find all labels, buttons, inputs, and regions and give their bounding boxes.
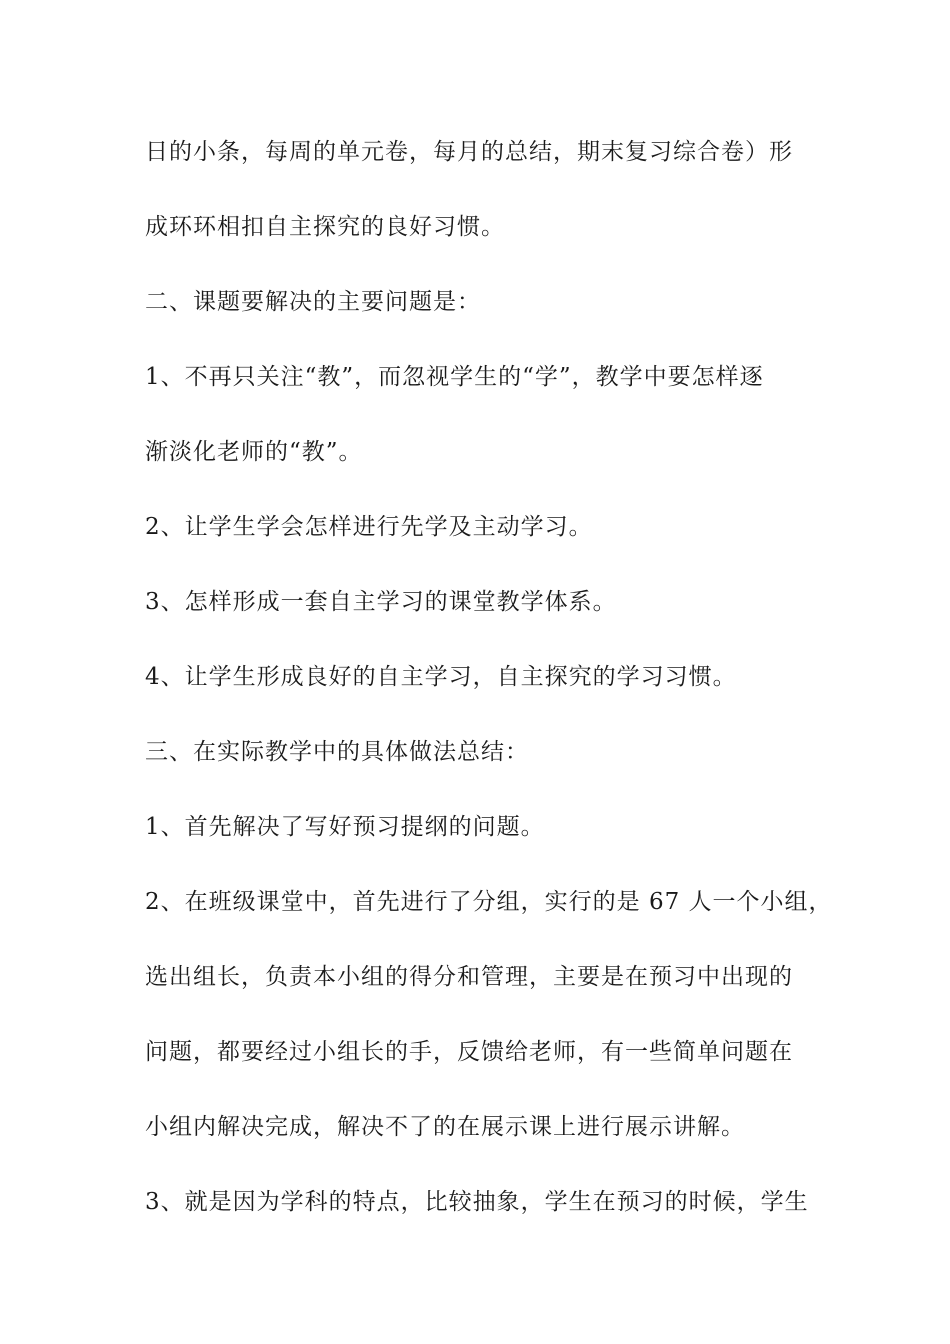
paragraph-line: 渐淡化老师的“教”。: [145, 439, 363, 465]
paragraph-line: 选出组长，负责本小组的得分和管理，主要是在预习中出现的: [145, 964, 793, 990]
paragraph-line: 成环环相扣自主探究的良好习惯。: [145, 214, 505, 240]
section-heading: 三、在实际教学中的具体做法总结：: [145, 739, 529, 765]
list-item: 2、在班级课堂中，首先进行了分组，实行的是 67 人一个小组，: [145, 889, 833, 915]
list-item: 3、就是因为学科的特点，比较抽象，学生在预习的时候，学生: [145, 1189, 809, 1215]
paragraph-line: 小组内解决完成，解决不了的在展示课上进行展示讲解。: [145, 1114, 745, 1140]
list-item: 1、首先解决了写好预习提纲的问题。: [145, 814, 545, 840]
paragraph-line: 日的小条，每周的单元卷，每月的总结，期末复习综合卷）形: [145, 139, 793, 165]
list-item: 2、让学生学会怎样进行先学及主动学习。: [145, 514, 593, 540]
section-heading: 二、课题要解决的主要问题是：: [145, 289, 481, 315]
list-item: 1、不再只关注“教”，而忽视学生的“学”，教学中要怎样逐: [145, 364, 764, 390]
paragraph-line: 问题，都要经过小组长的手，反馈给老师，有一些简单问题在: [145, 1039, 793, 1065]
list-item: 3、怎样形成一套自主学习的课堂教学体系。: [145, 589, 617, 615]
list-item: 4、让学生形成良好的自主学习，自主探究的学习习惯。: [145, 664, 737, 690]
